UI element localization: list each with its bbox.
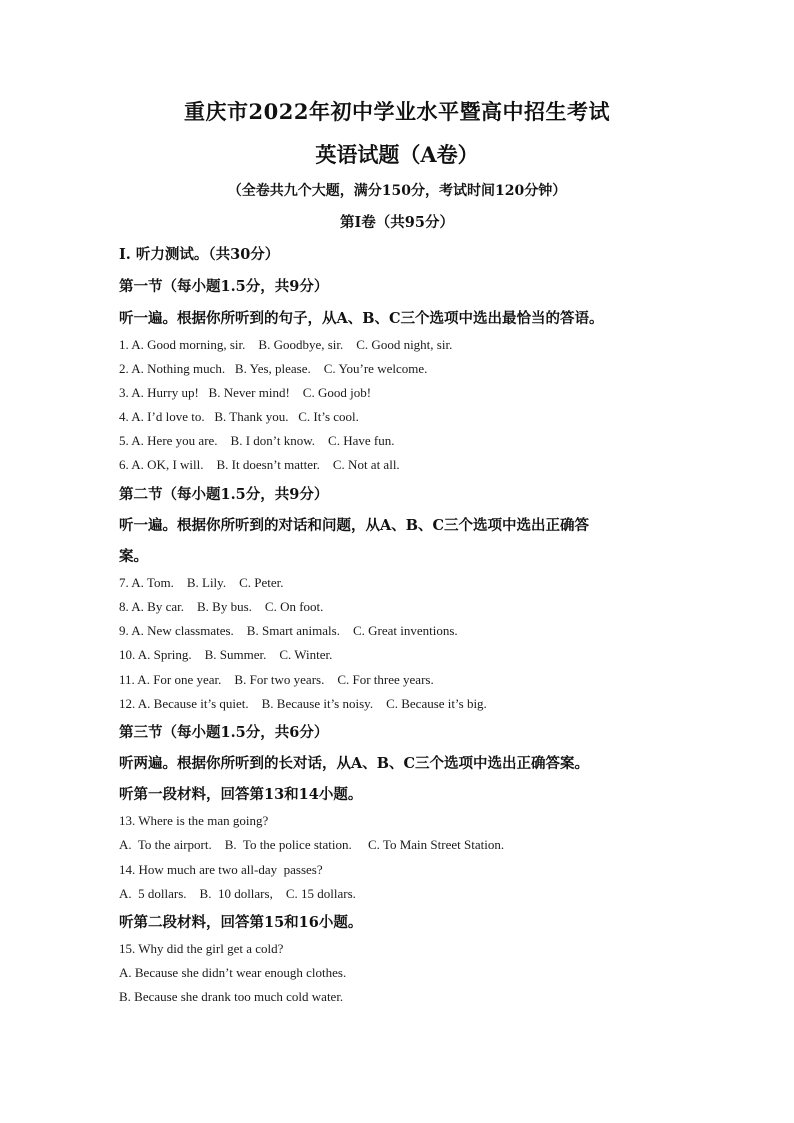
material-heading: 听第二段材料，回答第15和16小题。 <box>119 914 363 931</box>
part-heading: Ⅰ. 听力测试。（共30分） <box>119 246 280 263</box>
question-line: 11. A. For one year. B. For two years. C. For three years. <box>119 672 434 687</box>
question-line: 4. A. I’d love to. B. Thank you. C. It’s cool. <box>119 409 359 424</box>
exam-subtitle: 英语试题（A卷） <box>315 142 479 167</box>
question-line: 1. A. Good morning, sir. B. Goodbye, sir. C. Good night, sir. <box>119 337 453 352</box>
question-line: A. Because she didn’t wear enough clothes. <box>119 965 347 980</box>
question-line: 14. How much are two all-day passes? <box>119 862 323 877</box>
question-line: A. 5 dollars. B. 10 dollars, C. 15 dollars. <box>119 886 356 901</box>
section-heading: 第一节（每小题1.5分，共9分） <box>119 278 329 295</box>
question-line: 2. A. Nothing much. B. Yes, please. C. You’re welcome. <box>119 361 428 376</box>
section-instruction: 听一遍。根据你所听到的对话和问题，从A、B、C三个选项中选出正确答 <box>119 517 590 534</box>
question-line: 10. A. Spring. B. Summer. C. Winter. <box>119 647 333 662</box>
question-line: 15. Why did the girl get a cold? <box>119 941 284 956</box>
question-line: 9. A. New classmates. B. Smart animals. C. Great inventions. <box>119 623 458 638</box>
question-line: 8. A. By car. B. By bus. C. On foot. <box>119 599 324 614</box>
question-line: 3. A. Hurry up! B. Never mind! C. Good job! <box>119 385 372 400</box>
question-line: A. To the airport. B. To the police station. C. To Main Street Station. <box>119 837 505 852</box>
section-instruction-cont: 案。 <box>119 548 148 565</box>
question-line: 7. A. Tom. B. Lily. C. Peter. <box>119 575 284 590</box>
section-heading: 第三节（每小题1.5分，共6分） <box>119 724 329 741</box>
material-heading: 听第一段材料，回答第13和14小题。 <box>119 786 363 803</box>
question-line: 6. A. OK, I will. B. It doesn’t matter. C. Not at all. <box>119 457 400 472</box>
question-line: B. Because she drank too much cold water. <box>119 989 344 1004</box>
question-line: 12. A. Because it’s quiet. B. Because it’s noisy. C. Because it’s big. <box>119 696 487 711</box>
section-instruction: 听两遍。根据你所听到的长对话，从A、B、C三个选项中选出正确答案。 <box>119 755 590 772</box>
exam-note: （全卷共九个大题，满分150分，考试时间120分钟） <box>227 183 567 199</box>
section-instruction: 听一遍。根据你所听到的句子，从A、B、C三个选项中选出最恰当的答语。 <box>119 310 604 327</box>
exam-title: 重庆市2022年初中学业水平暨高中招生考试 <box>184 99 610 124</box>
question-line: 5. A. Here you are. B. I don’t know. C. Have fun. <box>119 433 395 448</box>
question-line: 13. Where is the man going? <box>119 813 269 828</box>
section-heading: 第二节（每小题1.5分，共9分） <box>119 486 329 503</box>
volume-heading: 第Ⅰ卷（共95分） <box>340 214 454 231</box>
